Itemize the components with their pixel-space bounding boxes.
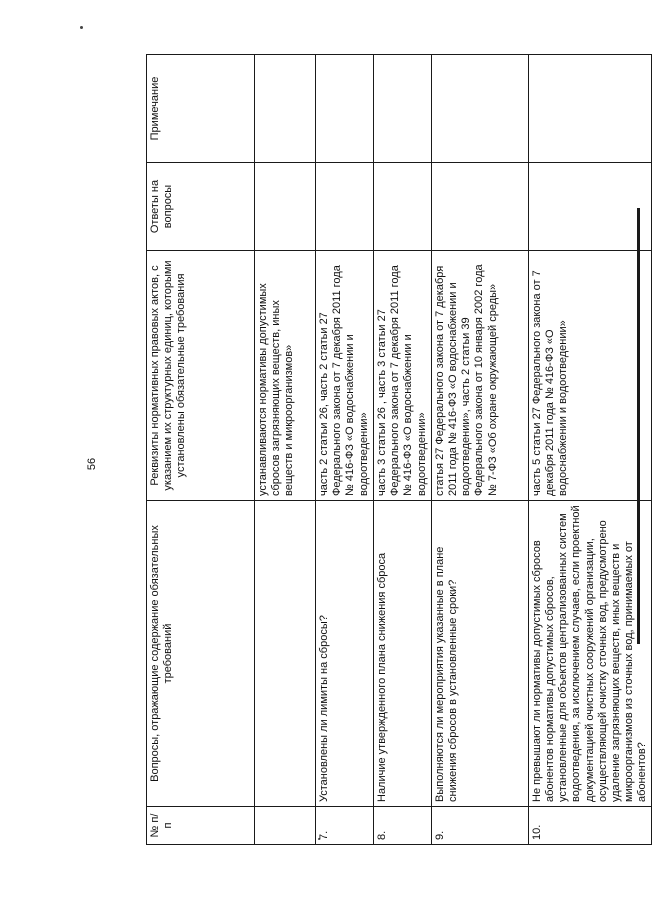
table-row	[315, 55, 373, 845]
header-num: № п/п	[146, 807, 254, 845]
row-question: Не превышают ли нормативы допустимых сбросов абонентов нормативы допустимых сбросов, установленные для объектов централизованных систем водоотведения, за исключением случаев, если проектной документацией очистных сооружений организации, осуществляющей очистку сточных вод, предусмотрено удаление загрязняющих веществ, иных веществ и микроорганизмов из сточных вод, принимаемых от абонентов?	[528, 501, 652, 807]
row-question: Наличие утвержденного плана снижения сброса	[373, 501, 431, 807]
row-requisites: часть 3 статьи 26 , часть 3 статьи 27 Федерального закона от 7 декабря 2011 года № 416-ФЗ «О водоснабжении и водоотведении»	[373, 251, 431, 501]
row-question	[254, 501, 315, 807]
page-number: 56	[86, 457, 98, 471]
row-requisites: часть 2 статьи 26, часть 2 статьи 27 Федерального закона от 7 декабря 2011 года № 416-ФЗ «О водоснабжении и водоотведении»	[315, 251, 373, 501]
scan-speck	[80, 26, 83, 29]
row-requisites: часть 5 статьи 27 Федерального закона от 7 декабря 2011 года № 416-ФЗ «О водоснабжении и водоотведении»	[528, 251, 652, 501]
table-row	[373, 55, 431, 845]
table-row	[431, 55, 528, 845]
row-note[interactable]	[373, 55, 431, 163]
row-num	[254, 807, 315, 845]
row-note[interactable]	[431, 55, 528, 163]
requirements-table	[146, 54, 652, 845]
row-requisites: статья 27 Федерального закона от 7 декабря 2011 года № 416-ФЗ «О водоснабжении и водоотведении», часть 2 статьи 39 Федерального закона от 10 января 2002 года № 7-ФЗ «Об охране окружающей среды»	[431, 251, 528, 501]
row-num: 9.	[431, 807, 528, 845]
row-note[interactable]	[254, 55, 315, 163]
table-row	[528, 55, 652, 845]
row-requisites: устанавливаются нормативы допустимых сбросов загрязняющих веществ, иных веществ и микроорганизмов»	[254, 251, 315, 501]
header-question: Вопросы, отражающие содержание обязательных требований	[146, 501, 254, 807]
row-note[interactable]	[528, 55, 652, 163]
row-answer[interactable]	[528, 163, 652, 251]
row-note[interactable]	[315, 55, 373, 163]
row-answer[interactable]	[373, 163, 431, 251]
row-num: 7.	[315, 807, 373, 845]
header-requisites: Реквизиты нормативных правовых актов, с указанием их структурных единиц, которыми установлены обязательные требования	[146, 251, 254, 501]
row-question: Выполняются ли мероприятия указанные в плане снижения сбросов в установленные сроки?	[431, 501, 528, 807]
row-answer[interactable]	[315, 163, 373, 251]
requirements-table-wrapper	[146, 55, 648, 845]
table-row	[254, 55, 315, 845]
row-num: 8.	[373, 807, 431, 845]
row-answer[interactable]	[254, 163, 315, 251]
row-answer[interactable]	[431, 163, 528, 251]
table-header-row	[146, 55, 254, 845]
header-note: Примечание	[146, 55, 254, 163]
row-num: 10.	[528, 807, 652, 845]
row-question: Установлены ли лимиты на сбросы?	[315, 501, 373, 807]
header-answers: Ответы на вопросы	[146, 163, 254, 251]
